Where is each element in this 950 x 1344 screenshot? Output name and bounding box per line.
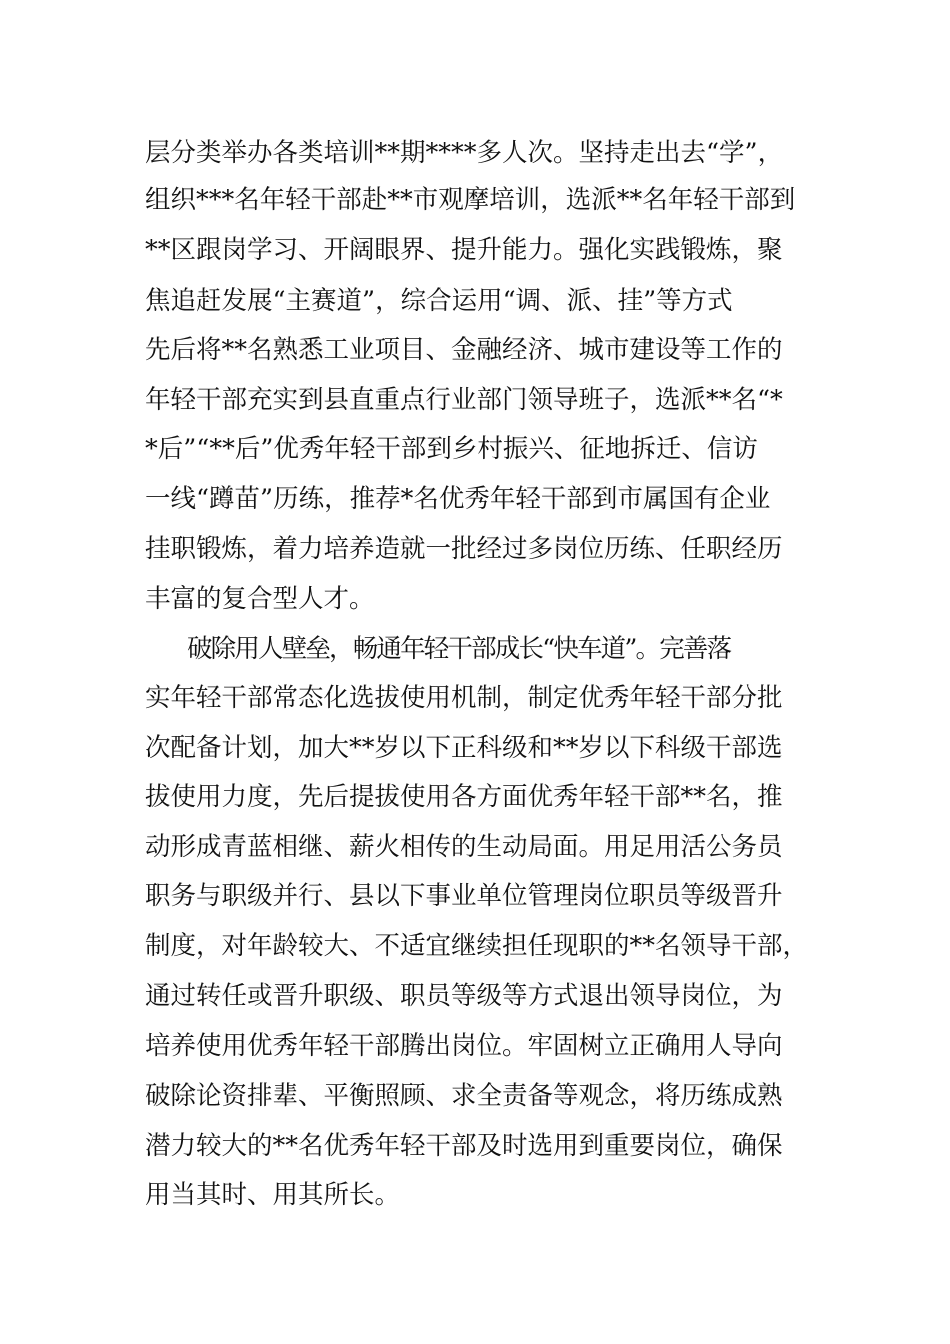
paragraph-line: 破除论资排辈、平衡照顾、求全责备等观念，将历练成熟	[145, 1081, 783, 1111]
paragraph-line: **区跟岗学习、开阔眼界、提升能力。强化实践锻炼，聚	[145, 235, 783, 265]
paragraph-line: 用当其时、用其所长。	[145, 1180, 401, 1210]
paragraph-line: 先后将**名熟悉工业项目、金融经济、城市建设等工作的	[145, 335, 783, 365]
paragraph-line: 破除用人壁垒，畅通年轻干部成长“快车道”。完善落	[187, 634, 731, 664]
paragraph-line: 拔使用力度，先后提拔使用各方面优秀年轻干部**名，推	[145, 782, 783, 812]
paragraph-line: 潜力较大的**名优秀年轻干部及时选用到重要岗位，确保	[145, 1131, 783, 1161]
paragraph-line: 次配备计划，加大**岁以下正科级和**岁以下科级干部选	[145, 733, 783, 763]
paragraph-line: 一线“蹲苗”历练，推荐*名优秀年轻干部到市属国有企业	[145, 484, 771, 514]
paragraph-line: 培养使用优秀年轻干部腾出岗位。牢固树立正确用人导向	[145, 1031, 783, 1061]
paragraph-line: 年轻干部充实到县直重点行业部门领导班子，选派**名“*	[145, 385, 783, 415]
paragraph-line: 制度，对年龄较大、不适宜继续担任现职的**名领导干部，	[145, 931, 809, 961]
paragraph-line: 组织***名年轻干部赴**市观摩培训，选派**名年轻干部到	[145, 185, 796, 215]
paragraph-line: 焦追赶发展“主赛道”，综合运用“调、派、挂”等方式	[145, 286, 733, 316]
paragraph-line: 职务与职级并行、县以下事业单位管理岗位职员等级晋升	[145, 881, 783, 911]
paragraph-line: 层分类举办各类培训**期****多人次。坚持走出去“学”，	[145, 138, 784, 168]
paragraph-line: 动形成青蓝相继、薪火相传的生动局面。用足用活公务员	[145, 832, 783, 862]
paragraph-line: 实年轻干部常态化选拔使用机制，制定优秀年轻干部分批	[145, 683, 783, 713]
paragraph-line: 通过转任或晋升职级、职员等级等方式退出领导岗位，为	[145, 981, 783, 1011]
paragraph-line: *后”“**后”优秀年轻干部到乡村振兴、征地拆迁、信访	[145, 434, 758, 464]
paragraph-line: 挂职锻炼，着力培养造就一批经过多岗位历练、任职经历	[145, 534, 783, 564]
paragraph-line: 丰富的复合型人才。	[145, 584, 375, 614]
